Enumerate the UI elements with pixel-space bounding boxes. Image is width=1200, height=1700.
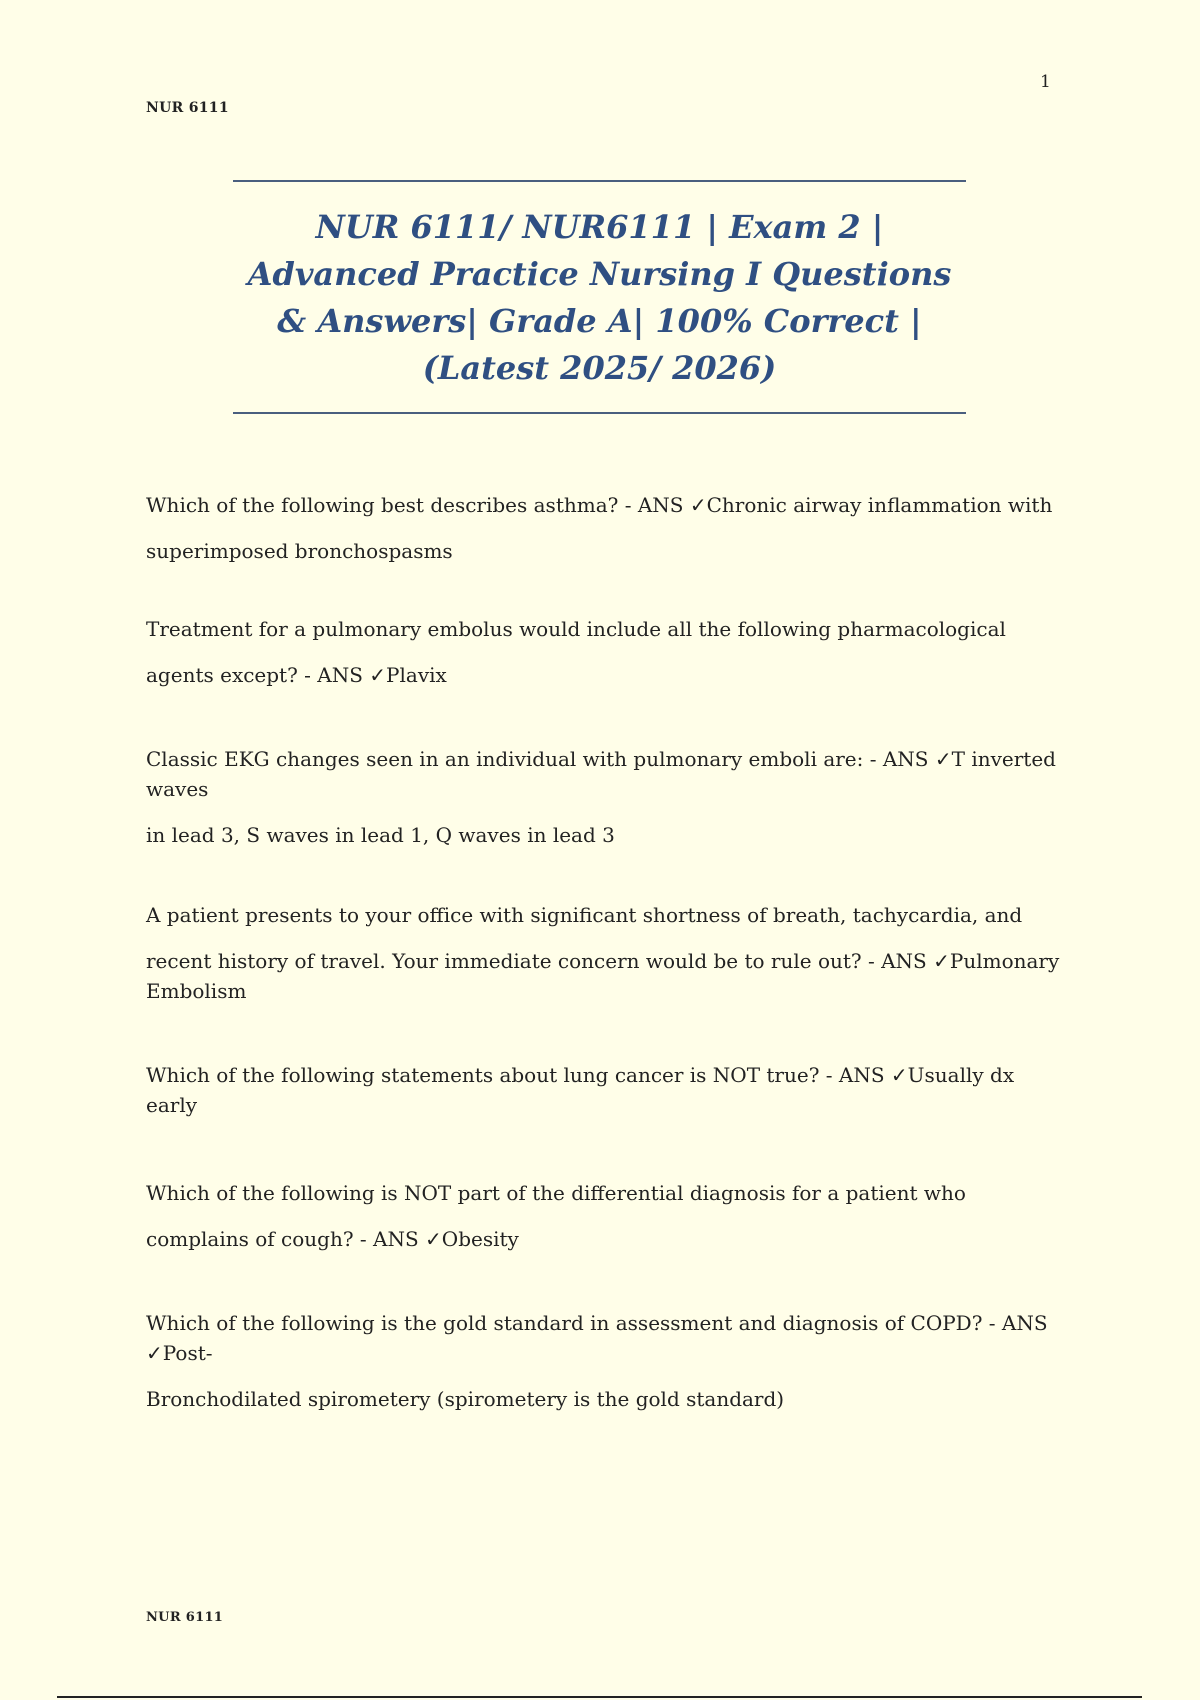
qa-line: superimposed bronchospasms (146, 539, 453, 563)
bottom-rule (57, 1696, 1142, 1698)
qa-line: Which of the following statements about lung cancer is NOT true? - ANS ✓Usually dx early (146, 1063, 1015, 1117)
qa-line: A patient presents to your office with significant shortness of breath, tachycardia, and (146, 903, 1023, 927)
footer-label: NUR 6111 (146, 1610, 224, 1625)
qa-line: Treatment for a pulmonary embolus would include all the following pharmacological (146, 617, 1006, 641)
qa-item (146, 900, 1066, 1006)
qa-line: agents except? - ANS ✓Plavix (146, 663, 447, 687)
title-block (233, 180, 966, 414)
qa-list (146, 490, 1066, 1414)
qa-item (146, 1060, 1066, 1120)
qa-line: recent history of travel. Your immediate concern would be to rule out? - ANS ✓Pulmonary Embolism (146, 949, 1060, 1003)
qa-item (146, 1178, 1066, 1254)
qa-line: complains of cough? - ANS ✓Obesity (146, 1227, 519, 1251)
qa-line: Classic EKG changes seen in an individual with pulmonary emboli are: - ANS ✓T inverted waves (146, 747, 1056, 801)
document-title: NUR 6111/ NUR6111 | Exam 2 | Advanced Practice Nursing I Questions & Answers| Grade A| 100% Correct | (Latest 2025/ 2026) (247, 208, 952, 387)
qa-line: Which of the following is the gold standard in assessment and diagnosis of COPD? - ANS ✓Post- (146, 1311, 1048, 1365)
qa-line: Bronchodilated spirometery (spirometery is the gold standard) (146, 1387, 785, 1411)
qa-line: Which of the following best describes asthma? - ANS ✓Chronic airway inflammation with (146, 493, 1053, 517)
page-number: 1 (1040, 72, 1051, 92)
qa-line: Which of the following is NOT part of the differential diagnosis for a patient who (146, 1181, 966, 1205)
qa-item (146, 490, 1066, 566)
qa-item (146, 1308, 1066, 1414)
header-label: NUR 6111 (146, 100, 229, 116)
qa-line: in lead 3, S waves in lead 1, Q waves in lead 3 (146, 823, 615, 847)
qa-item (146, 614, 1066, 690)
qa-item (146, 744, 1066, 850)
